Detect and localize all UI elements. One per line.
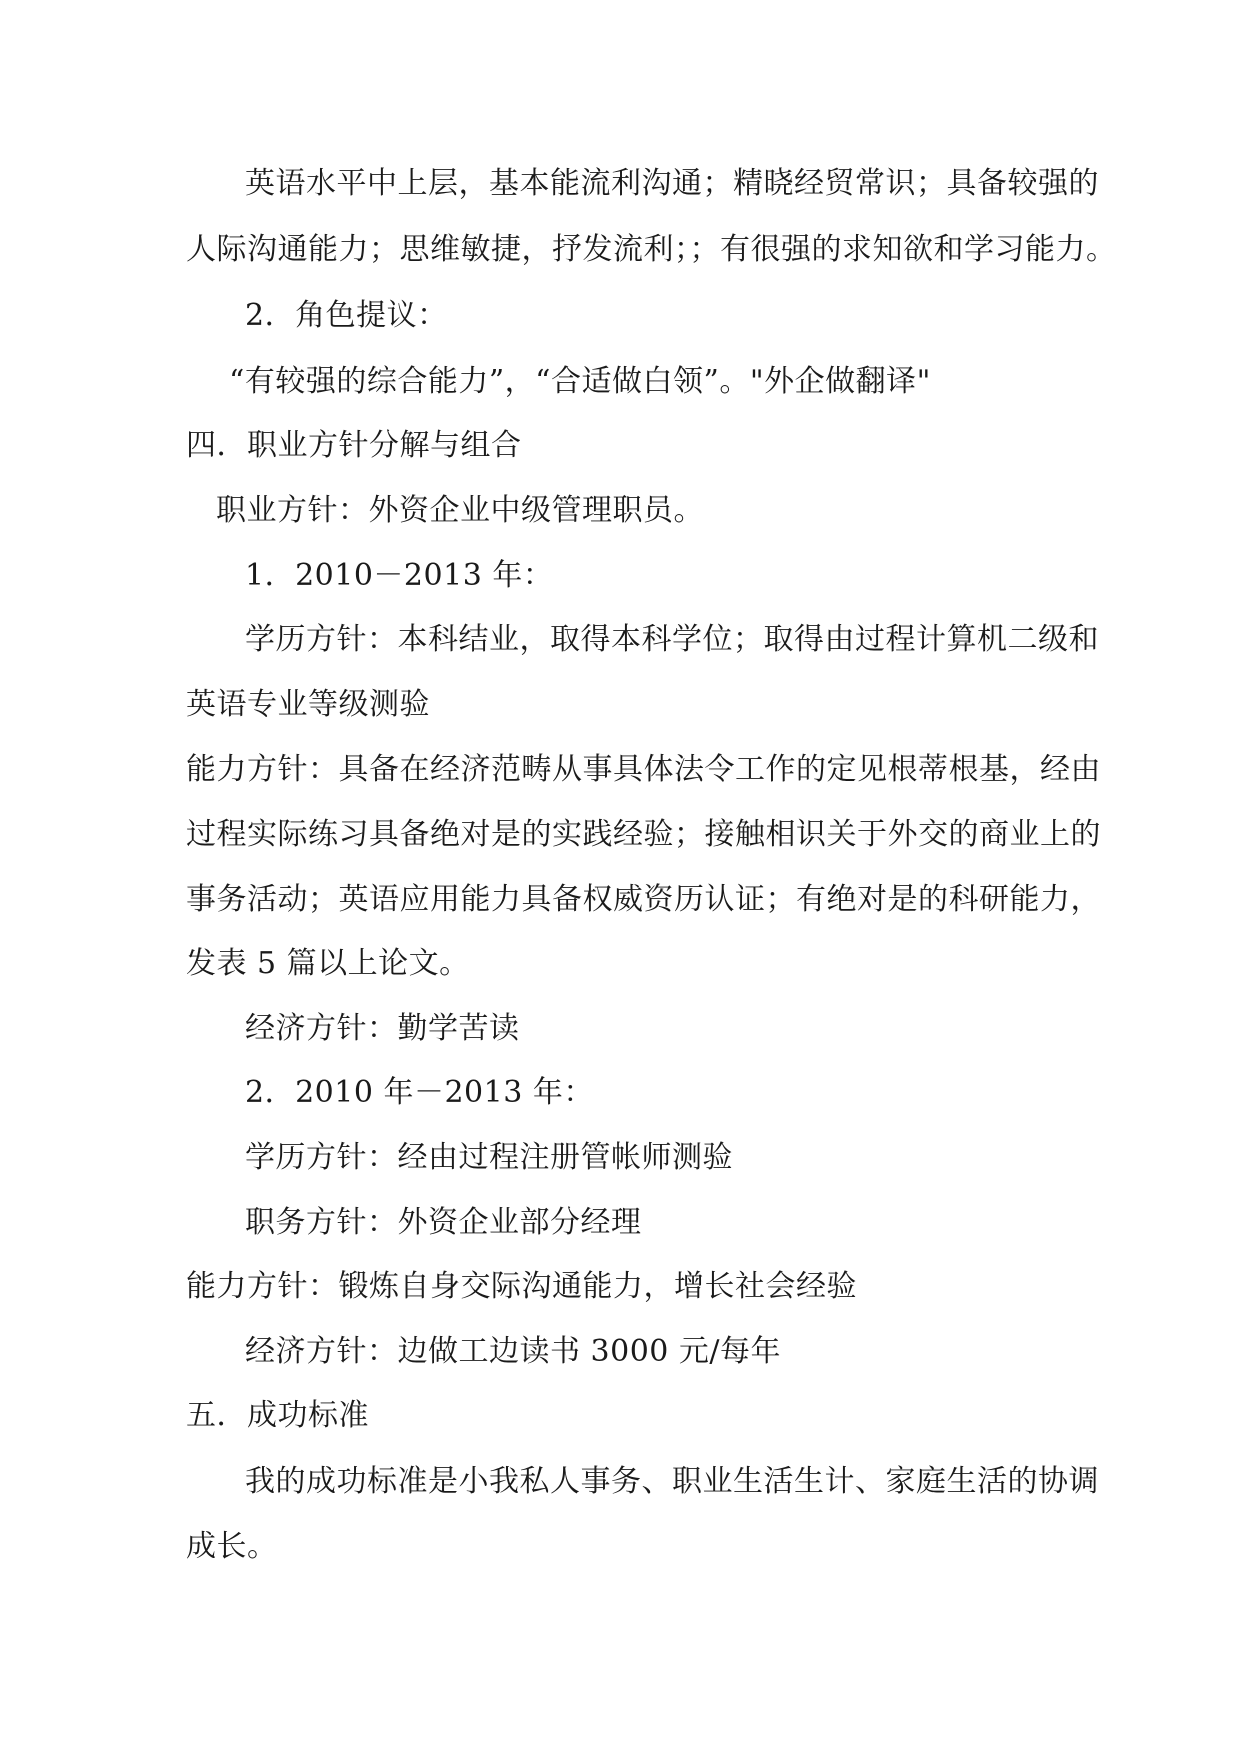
paragraph-english-level: 英语水平中上层，基本能流利沟通；精晓经贸常识；具备较强的 xyxy=(245,166,1099,201)
paragraph-economic-goal-1: 经济方针：勤学苦读 xyxy=(245,1011,520,1046)
paragraph-role-quotes: “有较强的综合能力”，“合适做白领”。"外企做翻译" xyxy=(229,364,931,399)
subheading-role-suggestion: 2．角色提议： xyxy=(245,298,448,333)
paragraph-economic-goal-2: 经济方针：边做工边读书 3000 元/每年 xyxy=(245,1334,782,1369)
subheading-period-2: 2．2010 年－2013 年： xyxy=(245,1075,594,1110)
paragraph-ability-goal-1-cont-a: 过程实际练习具备绝对是的实践经验；接触相识关于外交的商业上的 xyxy=(186,817,1101,852)
paragraph-ability-goal-2: 能力方针：锻炼自身交际沟通能力，增长社会经验 xyxy=(186,1269,857,1304)
paragraph-english-level-cont: 人际沟通能力；思维敏捷，抒发流利；；有很强的求知欲和学习能力。 xyxy=(186,232,1117,267)
paragraph-success-standard: 我的成功标准是小我私人事务、职业生活生计、家庭生活的协调 xyxy=(245,1464,1099,1499)
subheading-period-1: 1．2010－2013 年： xyxy=(245,558,554,593)
section-heading-4: 四．职业方针分解与组合 xyxy=(186,428,522,463)
paragraph-ability-goal-1-cont-b: 事务活动；英语应用能力具备权威资历认证；有绝对是的科研能力， xyxy=(186,882,1101,917)
section-heading-5: 五．成功标准 xyxy=(186,1398,369,1433)
paragraph-ability-goal-1-cont-c: 发表 5 篇以上论文。 xyxy=(186,946,470,981)
paragraph-ability-goal-1: 能力方针：具备在经济范畴从事具体法令工作的定见根蒂根基，经由 xyxy=(186,752,1101,787)
paragraph-career-goal: 职业方针：外资企业中级管理职员。 xyxy=(216,493,704,528)
paragraph-education-goal-1: 学历方针：本科结业，取得本科学位；取得由过程计算机二级和 xyxy=(245,622,1099,657)
paragraph-position-goal-2: 职务方针：外资企业部分经理 xyxy=(245,1205,642,1240)
paragraph-success-standard-cont: 成长。 xyxy=(186,1529,278,1564)
paragraph-education-goal-2: 学历方针：经由过程注册管帐师测验 xyxy=(245,1140,733,1175)
paragraph-education-goal-1-cont: 英语专业等级测验 xyxy=(186,687,430,722)
